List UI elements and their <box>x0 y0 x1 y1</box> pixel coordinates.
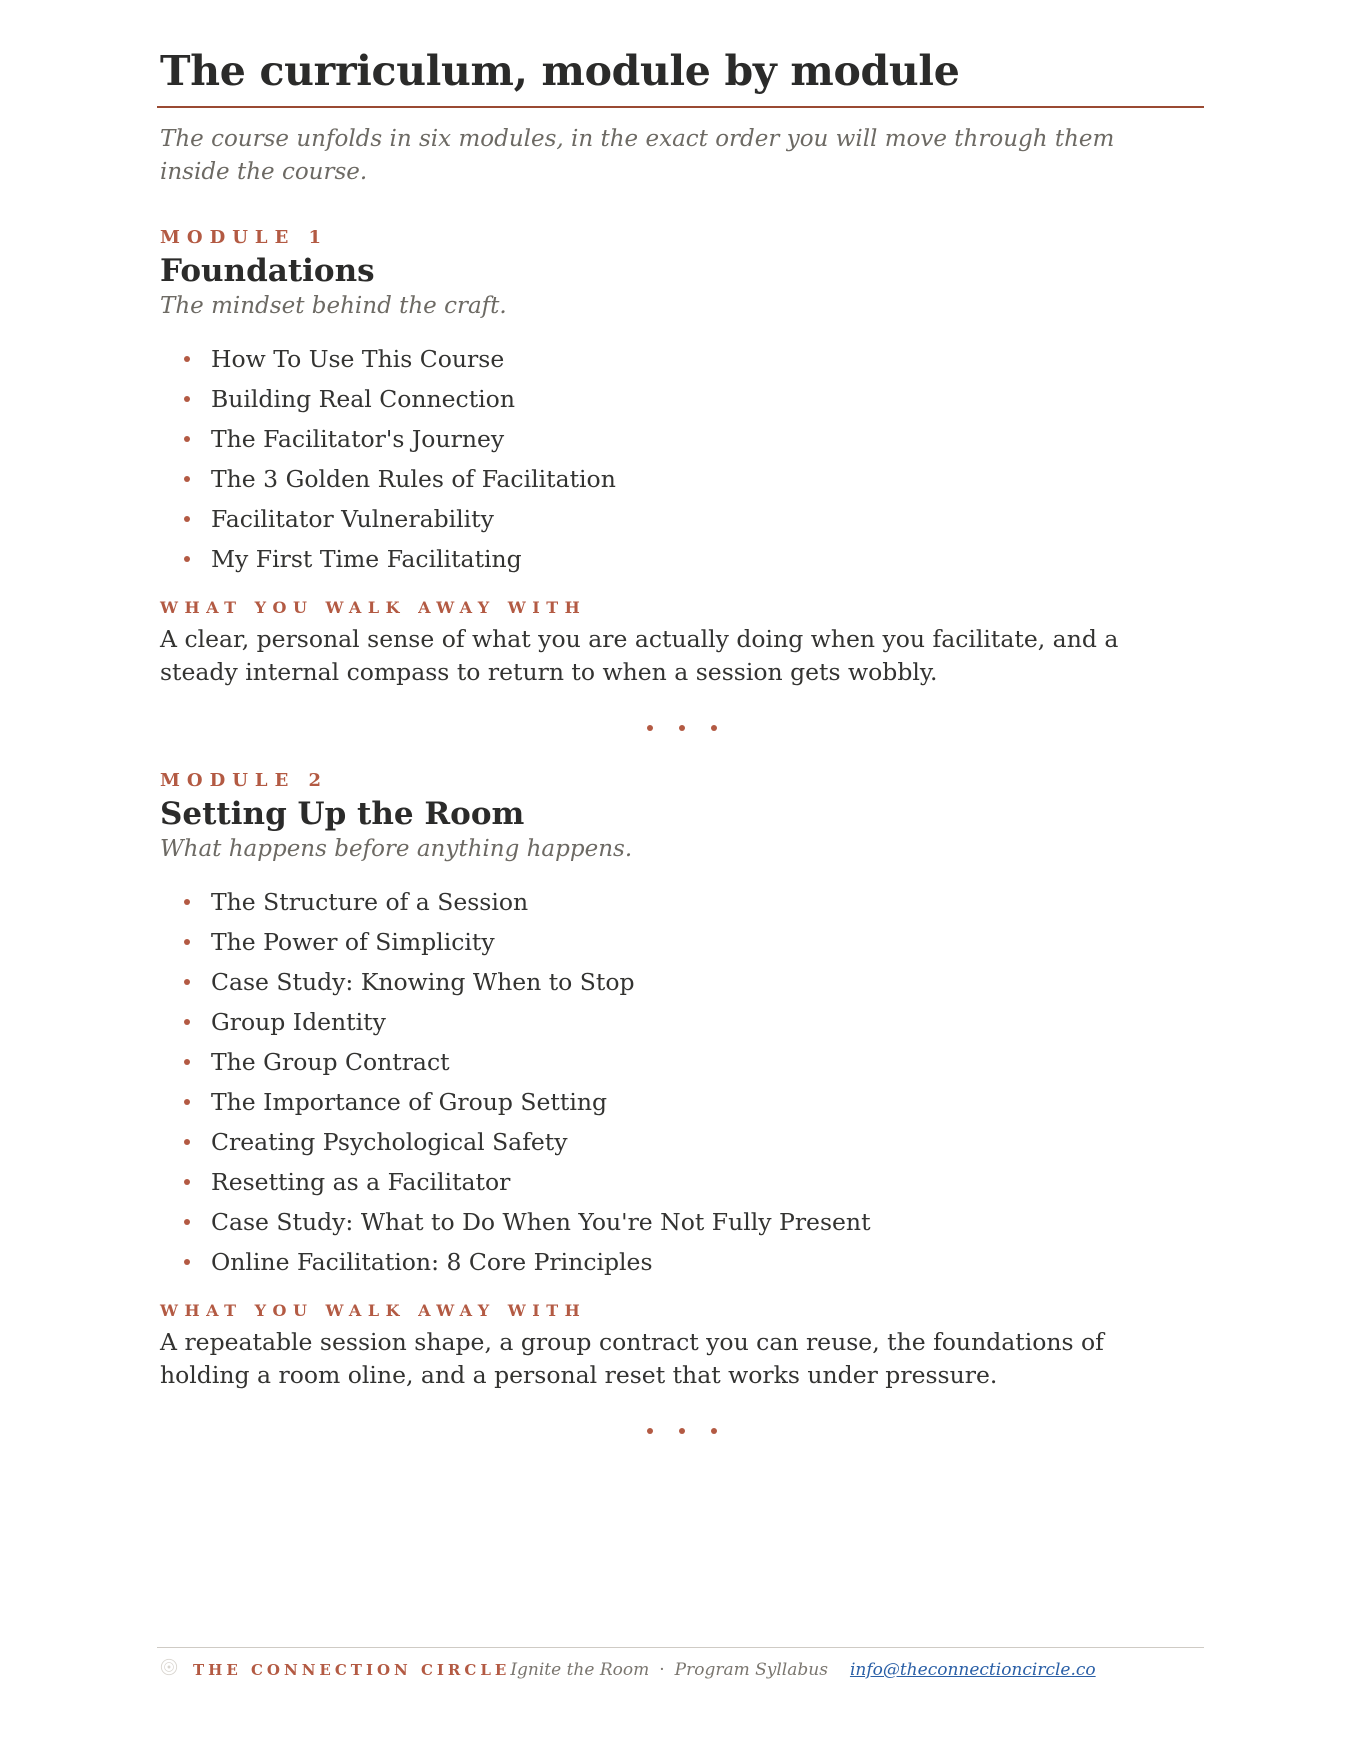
dot-icon <box>647 1428 653 1434</box>
lesson-item <box>160 379 1204 419</box>
bullet-icon <box>184 1059 190 1065</box>
lesson-item <box>160 539 1204 579</box>
footer-email-link[interactable]: info@theconnectioncircle.co <box>849 1660 1096 1680</box>
lesson-label: How To Use This Course <box>211 345 505 373</box>
bullet-icon <box>184 899 190 905</box>
lesson-label: My First Time Facilitating <box>211 545 522 573</box>
bullet-icon <box>184 1219 190 1225</box>
bullet-icon <box>184 396 190 402</box>
lesson-label: Case Study: Knowing When to Stop <box>211 968 635 996</box>
module-subtitle: What happens before anything happens. <box>160 836 633 862</box>
module-kicker: MODULE 1 <box>160 227 329 248</box>
module-title: Setting Up the Room <box>160 796 525 832</box>
takeaway-text: A repeatable session shape, a group contract you can reuse, the foundations of holding a room oline, and a personal reset that works under pressure. <box>160 1328 1104 1389</box>
bullet-icon <box>184 1139 190 1145</box>
lesson-label: Case Study: What to Do When You're Not Fully Present <box>211 1208 871 1236</box>
page-title: The curriculum, module by module <box>160 47 960 95</box>
section-divider <box>160 1428 1204 1438</box>
lesson-label: Online Facilitation: 8 Core Principles <box>211 1248 653 1276</box>
lesson-label: Creating Psychological Safety <box>211 1128 568 1156</box>
dot-icon <box>647 725 653 731</box>
syllabus-page <box>160 0 1204 1438</box>
bullet-icon <box>184 476 190 482</box>
lesson-item <box>160 419 1204 459</box>
lesson-list <box>160 339 1204 579</box>
lesson-item <box>160 459 1204 499</box>
title-rule <box>157 106 1204 108</box>
bullet-icon <box>184 516 190 522</box>
lesson-item <box>160 1042 1204 1082</box>
lesson-label: The Facilitator's Journey <box>211 425 505 453</box>
dot-icon <box>711 725 717 731</box>
lesson-item <box>160 882 1204 922</box>
lesson-label: Facilitator Vulnerability <box>211 505 494 533</box>
intro-text: The course unfolds in six modules, in the exact order you will move through them inside the course. <box>160 126 1115 185</box>
lesson-label: The Group Contract <box>211 1048 450 1076</box>
lesson-item <box>160 922 1204 962</box>
lesson-item <box>160 1162 1204 1202</box>
circle-seal-icon <box>160 1658 178 1676</box>
module-kicker: MODULE 2 <box>160 770 329 791</box>
module-1 <box>160 189 1204 735</box>
bullet-icon <box>184 436 190 442</box>
lesson-label: Group Identity <box>211 1008 386 1036</box>
dot-icon <box>711 1428 717 1434</box>
footer-row <box>157 1657 1204 1683</box>
takeaway-label: WHAT YOU WALK AWAY WITH <box>160 598 587 617</box>
lesson-item <box>160 1242 1204 1282</box>
lesson-item <box>160 1122 1204 1162</box>
bullet-icon <box>184 556 190 562</box>
bullet-icon <box>184 1259 190 1265</box>
lesson-item <box>160 339 1204 379</box>
takeaway-text: A clear, personal sense of what you are actually doing when you facilitate, and a steady internal compass to return to when a session gets wobbly. <box>160 625 1119 686</box>
lesson-item <box>160 1082 1204 1122</box>
bullet-icon <box>184 1179 190 1185</box>
lesson-label: The 3 Golden Rules of Facilitation <box>211 465 616 493</box>
lesson-label: The Structure of a Session <box>211 888 529 916</box>
footer-doc-type: Program Syllabus <box>674 1660 828 1680</box>
bullet-icon <box>184 979 190 985</box>
bullet-icon <box>184 356 190 362</box>
lesson-list <box>160 882 1204 1282</box>
bullet-icon <box>184 1019 190 1025</box>
lesson-item <box>160 1202 1204 1242</box>
footer-separator: · <box>659 1660 665 1680</box>
lesson-label: The Importance of Group Setting <box>211 1088 608 1116</box>
takeaway-label: WHAT YOU WALK AWAY WITH <box>160 1301 587 1320</box>
lesson-item <box>160 1002 1204 1042</box>
module-2 <box>160 735 1204 1438</box>
page-footer <box>157 1647 1204 1683</box>
dot-icon <box>679 725 685 731</box>
module-title: Foundations <box>160 253 375 289</box>
footer-rule <box>157 1647 1204 1648</box>
lesson-label: Resetting as a Facilitator <box>211 1168 511 1196</box>
lesson-label: Building Real Connection <box>211 385 515 413</box>
bullet-icon <box>184 1099 190 1105</box>
dot-icon <box>679 1428 685 1434</box>
footer-brand: THE CONNECTION CIRCLE <box>193 1661 511 1679</box>
lesson-item <box>160 499 1204 539</box>
lesson-label: The Power of Simplicity <box>211 928 495 956</box>
section-divider <box>160 725 1204 735</box>
module-subtitle: The mindset behind the craft. <box>160 293 507 319</box>
lesson-item <box>160 962 1204 1002</box>
footer-program: Ignite the Room <box>510 1660 650 1680</box>
bullet-icon <box>184 939 190 945</box>
